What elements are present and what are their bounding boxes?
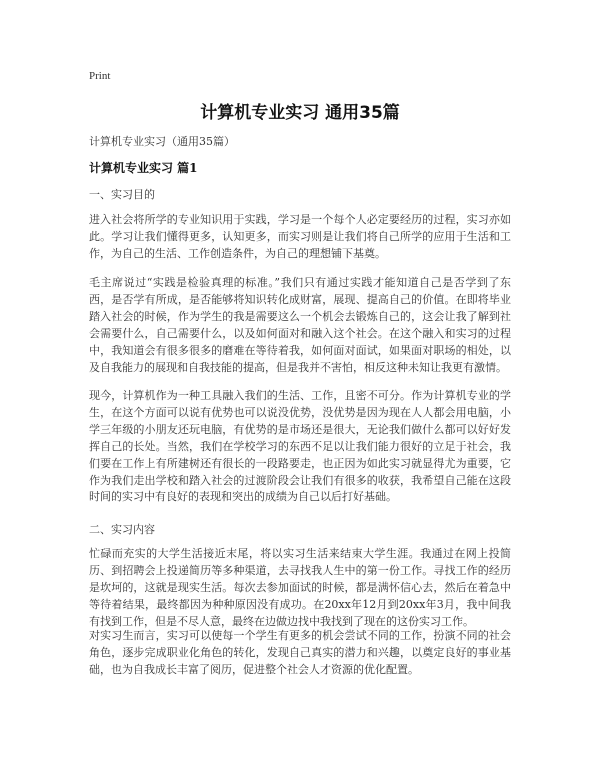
document-subtitle: 计算机专业实习（通用35篇） (89, 135, 235, 148)
section-heading-purpose: 一、实习目的 (89, 188, 155, 201)
document-title: 计算机专业实习 通用35篇 (200, 103, 400, 123)
paragraph: 对实习生而言，实习可以使每一个学生有更多的机会尝试不同的工作，扮演不同的社会角色，逐步完成职业化角色的转化，发现自己真实的潜力和兴趣，以奠定良好的事业基础，也为自我成长丰富了阅历，促进整个社会人才资源的优化配置。 (89, 629, 511, 676)
paragraph: 忙碌而充实的大学生活接近末尾，将以实习生活来结束大学生涯。我通过在网上投简历、到招聘会上投递简历等多种渠道，去寻找我人生中的第一份工作。寻找工作的经历是坎坷的，这就是现实生活。每次去参加面试的时候，都是满怀信心去，然后在着急中等待着结果，最终都因为种种原因没有成功。在20xx年12月到20xx年3月，我中间我有找到工作，但是不尽人意，最终在边做边找中我找到了现在的这份实习工作。 (89, 547, 511, 628)
section-heading-content: 二、实习内容 (89, 523, 155, 536)
paragraph: 毛主席说过“实践是检验真理的标准。”我们只有通过实践才能知道自己是否学到了东西，是否学有所成，是否能够将知识转化成财富，展现、提高自己的价值。在即将毕业踏入社会的时候，作为学生的我是需要这么一个机会去锻炼自己的，这会让我了解到社会需要什么，自己需要什么，以及如何面对和融入这个社会。在这个融入和实习的过程中，我知道会有很多很多的磨难在等待着我，如何面对面试，如果面对职场的相处，以及自我能力的展现和自我技能的提高，但是我并不害怕，相反这种未知让我更有激情。 (89, 276, 511, 374)
paragraph: 现今，计算机作为一种工具融入我们的生活、工作，且密不可分。作为计算机专业的学生，在这个方面可以说有优势也可以说没优势，没优势是因为现在人人都会用电脑，小学三年级的小朋友还玩电脑，有优势的是市场还是很大，无论我们做什么都可以好好发挥自己的长处。当然，我们在学校学习的东西不足以让我们能力很好的立足于社会，我们要在工作上有所建树还有很长的一段路要走，也正因为如此实习就显得尤为重要，它作为我们走出学校和踏入社会的过渡阶段会让我们有很多的收获，我希望自己能在这段时间的实习中有良好的表现和突出的成绩为自己以后打好基础。 (89, 389, 511, 504)
article-heading: 计算机专业实习 篇1 (89, 161, 198, 175)
print-label[interactable]: Print (89, 70, 111, 82)
paragraph: 进入社会将所学的专业知识用于实践，学习是一个每个人必定要经历的过程，实习亦如此。学习让我们懂得更多，认知更多，而实习则是让我们将自己所学的应用于生活和工作，为自己的生活、工作创造条件，为自己的理想铺下基奠。 (89, 213, 511, 260)
